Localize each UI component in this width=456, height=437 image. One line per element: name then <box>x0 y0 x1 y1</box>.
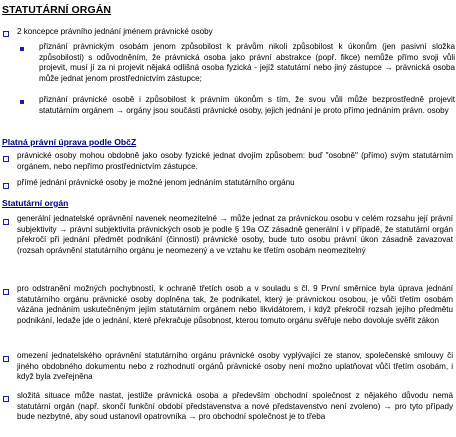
section-heading: Statutární orgán <box>2 198 69 208</box>
list-item: přímé jednání právnické osoby je možné jenom jednáním statutárního orgánu <box>17 178 295 187</box>
list-item: pro odstranění možných pochybností, k ochraně třetích osob a v souladu s čl. 9 První směrnice byla úprava jednání statutárního orgánu právnické osoby doplněna tak, že podnikatel, který je právnickou osobou, je vůči třetím osobám vázána jednáním uskutečněným jejím statutárním orgánem nebo likvidátorem, i když překročil rozsah jejího předmětu podnikání, ledaže jde o jednání, které překračuje působnost, kterou tomuto orgánu svěřuje nebo dovoluje svěřit zákon <box>17 284 453 326</box>
square-bullet-icon <box>3 183 9 189</box>
list-item: omezení jednatelského oprávnění statutárního orgánu právnické osoby vyplývající ze stanov, společenské smlouvy či jiného obdobného dokumentu nebo z rozhodnutí orgánů právnické osoby není možno uplatňovat vůči třetím osobám, i když byla zveřejněna <box>17 351 453 382</box>
list-item: složitá situace může nastat, jestliže právnická osoba a především obchodní společnost z nějakého důvodu nemá statutární orgán (např. skončí funkční období představenstva a nové představenstvo není zvoleno) → pro tyto případy bude nezbytné, aby soud ustanovil opatrovníka → pro obchodní společnost je to třeba <box>17 391 453 422</box>
square-bullet-icon <box>3 31 9 37</box>
list-item: právnické osoby mohou obdobně jako osoby fyzické jednat dvojím způsobem: buď "osobně" (přímo) svým statutárním orgánem, nebo nepřímo prostřednictvím zástupce. <box>17 151 453 171</box>
filled-bullet-icon <box>20 100 24 104</box>
square-bullet-icon <box>3 219 9 225</box>
filled-bullet-icon <box>20 47 24 51</box>
square-bullet-icon <box>3 156 9 162</box>
document-title: STATUTÁRNÍ ORGÁN <box>2 4 112 16</box>
square-bullet-icon <box>3 289 9 295</box>
sub-list-item: přiznání právnické osobě i způsobilost k právním úkonům s tím, že svou vůli může bezprostředně projevit statutárním orgánem → orgány jsou součástí právnické osoby, jejich jednání je proto přímo jednáním právn. osoby <box>39 95 455 115</box>
sub-list-item: přiznání právnickým osobám jenom způsobilost k právům nikoli způsobilost k úkonům (jen pasivní složka způsobilosti) s odůvodněním, že právnická osoba jako právní abstrakce (popř. fikce) nemůže přímo svoji vůli projevit, musí jí za ni projevit nějaká odlišná osoba fyzická - jejíž statutární nebo jiný zástupce → právnická osoba může jednat jenom prostřednictvím zástupce; <box>39 42 455 84</box>
square-bullet-icon <box>3 396 9 402</box>
section-heading: Platná právní úprava podle ObčZ <box>2 137 137 147</box>
list-item: 2 koncepce právního jednání jménem právnické osoby <box>17 27 213 36</box>
list-item: generální jednatelské oprávnění navenek neomezitelné → může jednat za právnickou osobu v celém rozsahu její právní subjektivity → právní subjektivita právnických osob je podle § 19a OZ zásadně generální i v případě, že statutární orgán překročí při jednání předmět podnikání (činnosti) právnické osoby, bude tuto osobu právní úkon zásadně zavazovat (rozsah oprávnění statutárního orgánu je neomezený a ve vztahu ke třetím osobám neomezitelný <box>17 214 453 256</box>
square-bullet-icon <box>3 356 9 362</box>
